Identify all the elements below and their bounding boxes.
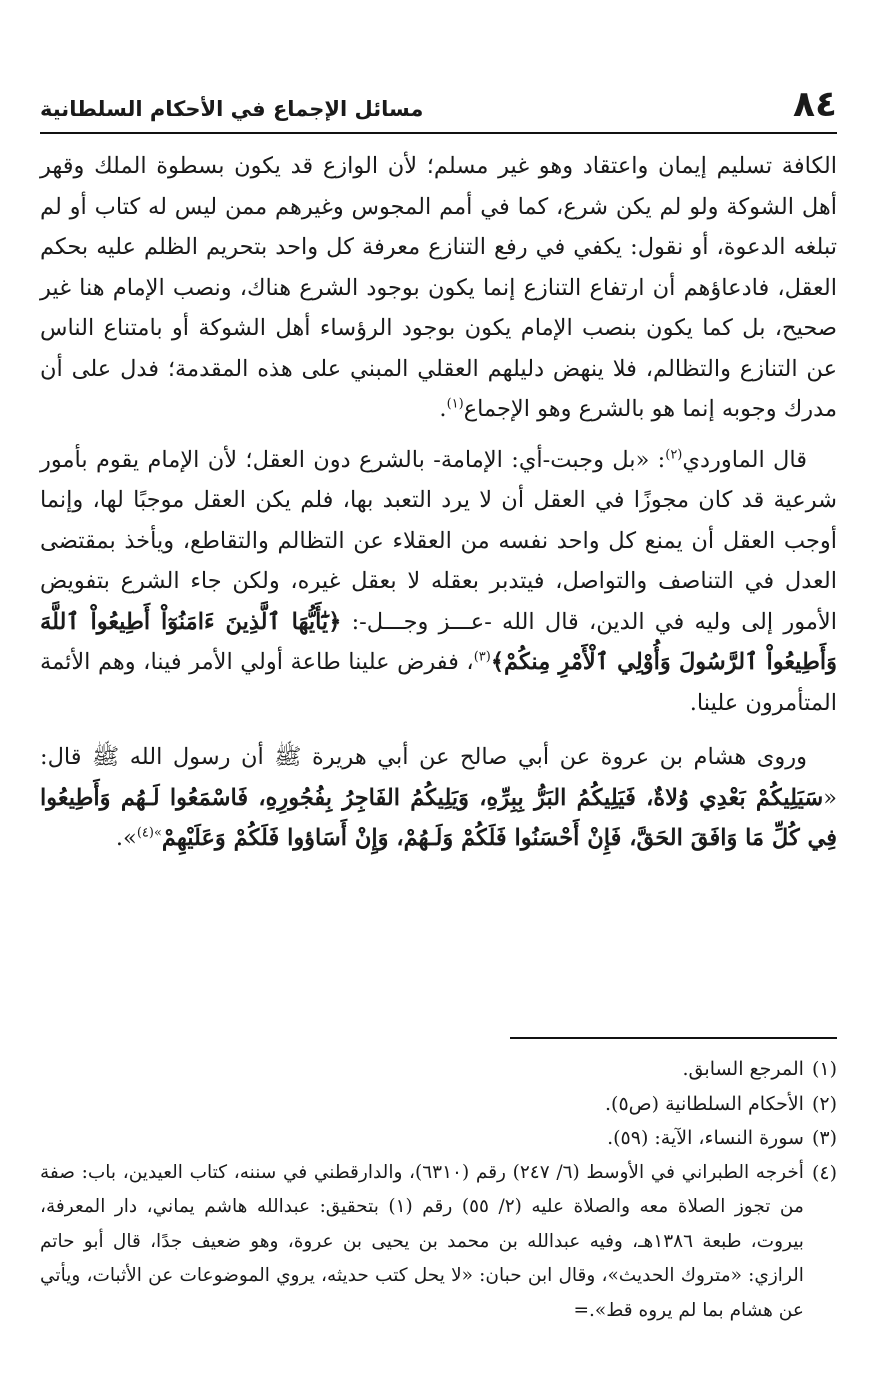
footnotes — [40, 1052, 837, 1328]
footnote-number: (٣) — [811, 1127, 837, 1149]
hadith-text: سَيَلِيكُمْ بَعْدِي وُلاةٌ، فَيَلِيكُمُ البَرُّ بِبِرِّهِ، وَيَلِيكُمُ الفَاجِرُ بِفُجُورِهِ، فَاسْمَعُوا لَـهُم وَأَطِيعُوا فِي كُلِّ مَا وَافَقَ الحَقَّ، فَإِنْ أَحْسَنُوا فَلَكُمْ وَلَـهُمْ، وَإِنْ أَسَاؤوا فَلَكُمْ وَعَلَيْهِمْ — [40, 784, 837, 851]
paragraph-1-text: الكافة تسليم إيمان واعتقاد وهو غير مسلم؛ لأن الوازع قد يكون بسطوة الملك وقهر أهل الشوكة ولو لم يكن شرع، كما في أمم المجوس وغيرهم ممن ليس له كتاب أو لم تبلغه الدعوة، أو نقول: يكفي في رفع التنازع معرفة كل واحد بتحريم الظلم عليه بحكم العقل، فادعاؤهم أن ارتفاع التنازع إنما يكون بوجود الشرع هناك، ونصب الإمام هنا غير صحيح، بل كما يكون بنصب الإمام يكون بوجود الرؤساء أهل الشوكة أو بامتناع الناس عن التنازع والتظالم، فلا ينهض دليلهم العقلي المبني على هذه المقدمة؛ فدل على أن مدرك وجوبه إنما هو بالشرع وهو الإجماع — [40, 153, 837, 422]
paragraph-1-end: . — [439, 396, 447, 422]
footnote-text: المرجع السابق. — [682, 1058, 804, 1080]
footnote-3 — [40, 1121, 837, 1156]
paragraph-3-start: وروى هشام بن عروة عن أبي صالح عن أبي هريرة ﷺ أن رسول الله ﷺ قال: « — [40, 744, 837, 811]
paragraph-3 — [40, 737, 837, 859]
paragraph-2-end: ، ففرض علينا طاعة أولي الأمر فينا، وهم الأئمة المتأمرون علينا. — [40, 649, 837, 716]
paragraph-2-start: قال الماوردي — [682, 446, 807, 473]
running-header — [40, 86, 837, 134]
footnote-text: الأحكام السلطانية (ص٥). — [605, 1092, 804, 1115]
paragraph-3-end: ». — [115, 825, 137, 851]
footnote-text: سورة النساء، الآية: (٥٩). — [607, 1127, 804, 1149]
paragraph-2-quote: : «بل وجبت-أي: الإمامة- بالشرع دون العقل؛ لأن الإمام يقوم بأمور شرعية قد كان مجوزًا في العقل أن لا يرد التعبد بها، فلم يكن العقل موجبًا لها، وإنما أوجب العقل أن يمنع كل واحد نفسه من العقلاء عن التظالم والتقاطع، ويأخذ بمقتضى العدل في التناصف والتواصل، فيتدبر بعقله لا بعقل غيره، ولكن جاء الشرع بتفويض الأمور إلى وليه في الدين، قال الله -عـــز وجـــل-: — [40, 446, 838, 635]
footnote-2 — [40, 1087, 837, 1122]
main-text — [40, 146, 837, 873]
footnote-ref-1: (١) — [446, 396, 464, 412]
footnote-number: (٤) — [811, 1161, 837, 1184]
footnote-separator — [510, 1037, 837, 1039]
footnote-ref-3: (٣) — [473, 649, 491, 665]
footnote-number: (٢) — [811, 1092, 837, 1115]
footnote-number: (١) — [811, 1058, 837, 1080]
quran-verse: ﴿يَٰٓأَيُّهَا ٱلَّذِينَ ءَامَنُوٓاْ أَطِيعُواْ ٱللَّهَ وَأَطِيعُواْ ٱلرَّسُولَ وَأُوْلِي ٱلْأَمْرِ مِنكُمْ﴾ — [40, 608, 837, 675]
footnote-ref-2: (٢) — [665, 447, 683, 462]
running-title: مسائل الإجماع في الأحكام السلطانية — [40, 97, 424, 121]
footnote-1 — [40, 1052, 837, 1087]
footnote-ref-4: »(٤) — [136, 825, 162, 841]
paragraph-1 — [40, 146, 837, 430]
paragraph-2 — [40, 440, 837, 724]
page-number: ٨٤ — [793, 84, 837, 125]
footnote-4 — [40, 1156, 837, 1329]
footnote-text: أخرجه الطبراني في الأوسط (٦/ ٢٤٧) رقم (٦٣١٠)، والدارقطني في سننه، كتاب العيدين، باب: صفة من تجوز الصلاة معه والصلاة عليه (٢/ ٥٥) رقم (١) بتحقيق: عبدالله هاشم يماني، دار المعرفة، بيروت، طبعة ١٣٨٦هـ، وفيه عبدالله بن محمد بن يحيى بن عروة، وهو ضعيف جدًا، قال أبو حاتم الرازي: «متروك الحديث»، وقال ابن حبان: «لا يحل كتب حديثه، يروي الموضوعات عن الأثبات، ويأتي عن هشام بما لم يروه قط».= — [40, 1161, 804, 1321]
